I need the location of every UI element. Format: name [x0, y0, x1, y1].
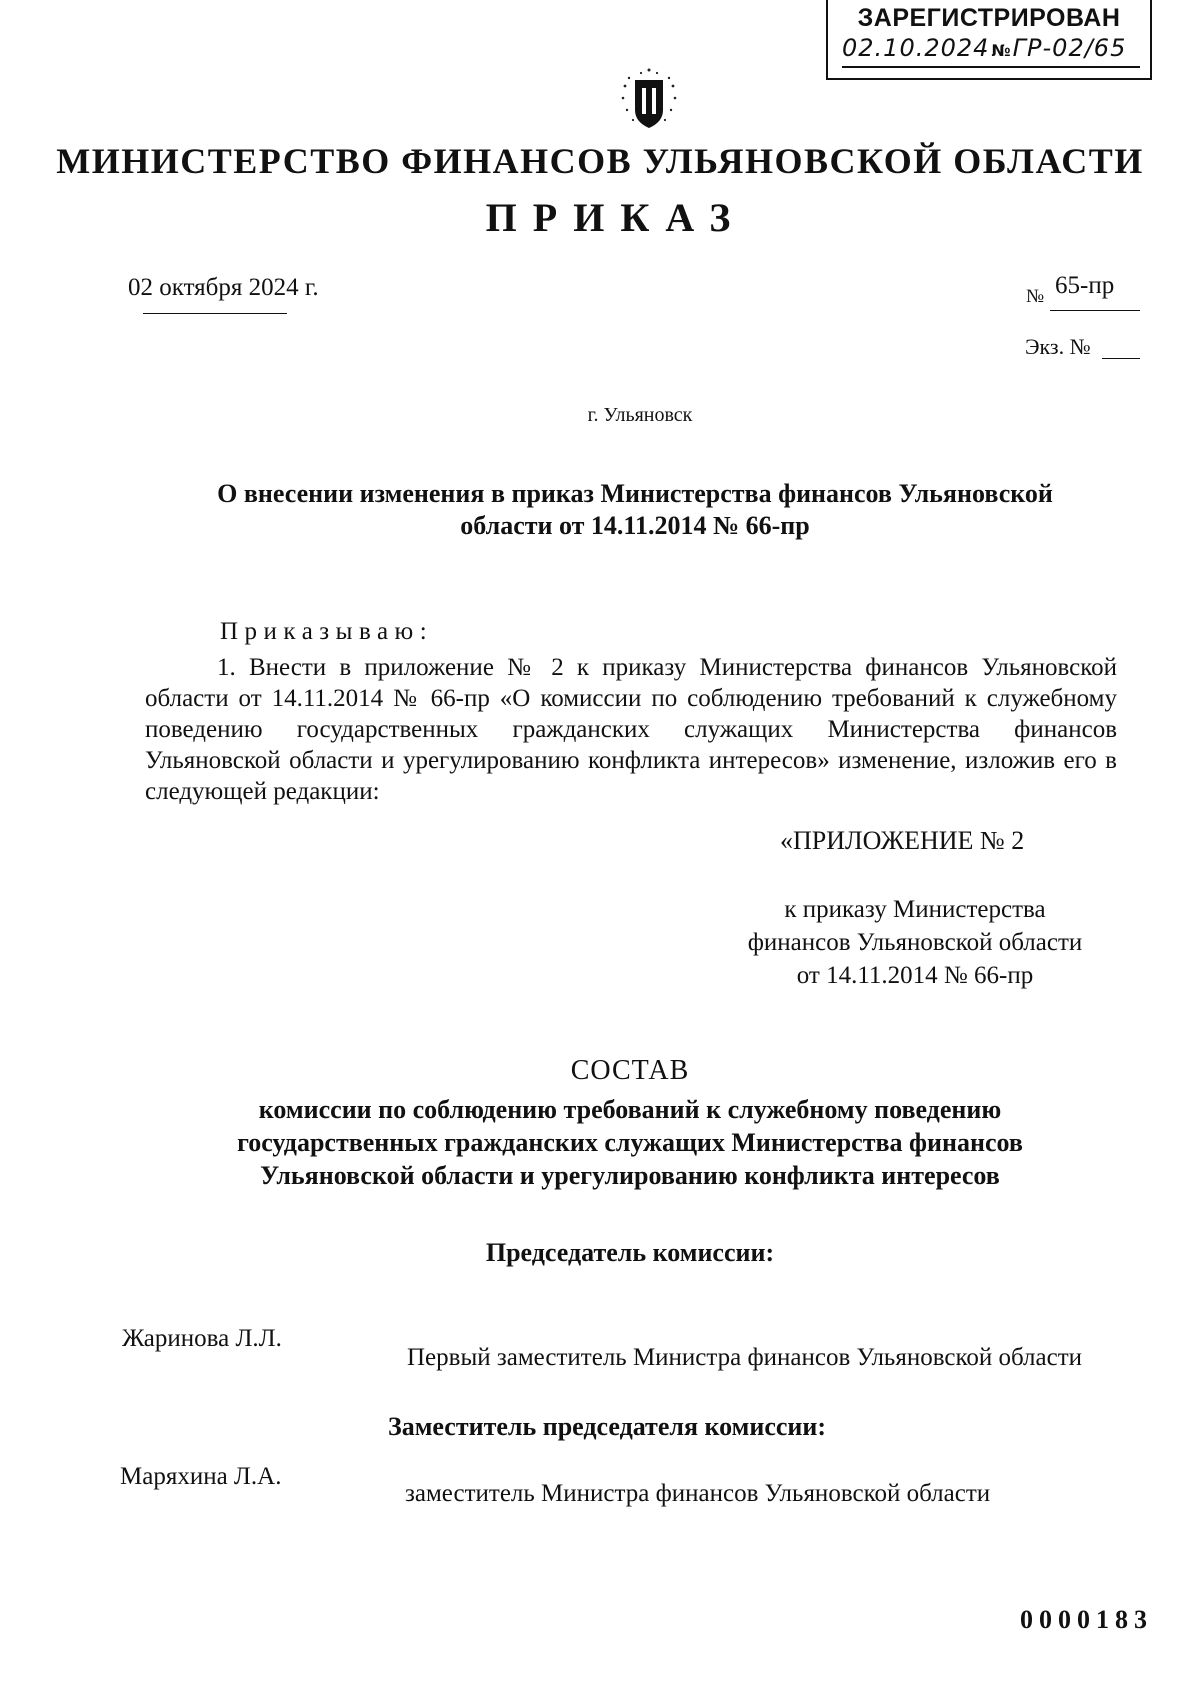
document-type: ПРИКАЗ — [485, 195, 747, 240]
appendix-title: «ПРИЛОЖЕНИЕ № 2 — [780, 826, 1025, 855]
registration-stamp — [826, 0, 1152, 80]
stamp-date: 02.10.2024 — [842, 34, 990, 62]
composition-subtitle-line-3: Ульяновской области и урегулированию конфликта интересов — [260, 1161, 1000, 1190]
order-subject — [150, 478, 1120, 542]
member-name: Маряхина Л.А. — [120, 1463, 282, 1490]
stamp-title: ЗАРЕГИСТРИРОВАН — [857, 4, 1121, 32]
stamp-no-label: № — [991, 41, 1011, 60]
coat-of-arms-emblem — [615, 66, 683, 132]
member-name: Жаринова Л.Л. — [122, 1325, 282, 1352]
order-date: 02 октября 2024 г. — [128, 274, 319, 301]
copy-number-underline — [1102, 358, 1140, 359]
subject-line-2: области от 14.11.2014 № 66-пр — [460, 511, 810, 540]
composition-title: СОСТАВ — [570, 1055, 690, 1086]
document-serial-number: 0000183 — [1020, 1605, 1153, 1634]
date-underline — [143, 313, 287, 314]
orders-word: Приказываю: — [220, 618, 434, 645]
member-position: заместитель Министра финансов Ульяновской области — [405, 1480, 991, 1507]
order-number-label: № — [1026, 286, 1045, 307]
section-heading-chairman: Председатель комиссии: — [485, 1238, 775, 1267]
appendix-ref-line-1: к приказу Министерства — [784, 896, 1046, 923]
copy-number-label: Экз. № — [1025, 334, 1091, 359]
city: г. Ульяновск — [587, 404, 693, 426]
composition-subtitle — [140, 1093, 1120, 1192]
member-position: Первый заместитель Министра финансов Ульяновской области — [407, 1344, 1083, 1371]
composition-subtitle-line-1: комиссии по соблюдению требований к служебному поведению — [258, 1095, 1002, 1124]
order-number-underline — [1050, 310, 1140, 311]
order-number: 65-пр — [1055, 272, 1115, 299]
appendix-ref-line-3: от 14.11.2014 № 66-пр — [796, 962, 1034, 989]
section-heading-deputy-chairman: Заместитель председателя комиссии: — [388, 1412, 827, 1441]
appendix-ref-line-2: финансов Ульяновской области — [747, 929, 1083, 956]
order-paragraph-1: 1. Внести в приложение № 2 к приказу Министерства финансов Ульяновской области от 14.11.2014 № 66-пр «О комиссии по соблюдению требований к служебному поведению государственных гражданских служащих Министерства финансов Ульяновской области и урегулированию конфликта интересов» изменение, изложив его в следующей редакции: — [145, 654, 1117, 805]
stamp-number: ГР-02/65 — [1012, 34, 1127, 62]
stamp-registration-line — [842, 34, 1140, 68]
ministry-name: МИНИСТЕРСТВО ФИНАНСОВ УЛЬЯНОВСКОЙ ОБЛАСТИ — [56, 141, 1144, 181]
appendix-reference — [690, 893, 1140, 992]
composition-subtitle-line-2: государственных гражданских служащих Министерства финансов — [237, 1128, 1023, 1157]
subject-line-1: О внесении изменения в приказ Министерства финансов Ульяновской — [217, 479, 1053, 508]
